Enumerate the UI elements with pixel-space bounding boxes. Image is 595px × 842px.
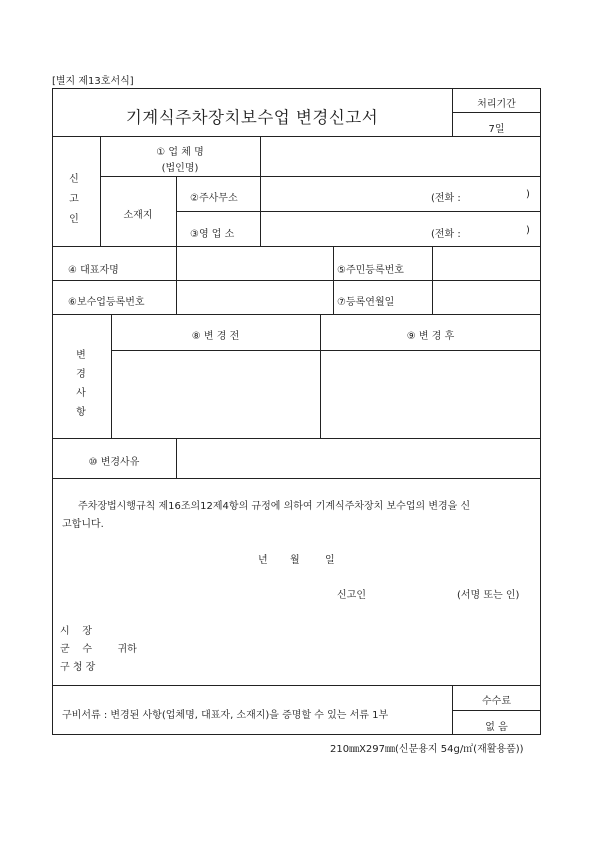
resident-number-label: ⑤주민등록번호 [337,265,404,276]
company-name-label: ① 업 체 명 [156,147,204,158]
representative-field[interactable] [177,247,332,279]
registration-date-field[interactable] [433,281,540,313]
business-phone-label: (전화 : [431,229,461,240]
office-phone-label: (전화 : [431,193,461,204]
statement-line-2: 고합니다. [62,519,104,530]
registration-date-label: ⑦등록연월일 [337,297,395,308]
after-change-label: ⑨ 변 경 후 [406,331,455,342]
addressee-line-1: 시 장 [60,626,93,637]
resident-number-field[interactable] [433,247,540,279]
before-change-label: ⑧ 변 경 전 [191,331,240,342]
addressee-line-3: 구 청 장 [60,662,96,673]
declarant-section-label: 신 고 인 [69,174,79,225]
business-phone-close: ) [526,225,530,236]
office-address-field[interactable] [261,177,421,211]
date-month-label: 월 [290,555,300,566]
change-reason-label: ⑩ 변경사유 [88,457,140,468]
office-label: ②주사무소 [190,193,238,204]
location-label: 소재지 [123,210,153,221]
changes-section-label: 변 경 사 항 [76,350,86,418]
fee-value: 없 음 [485,722,508,733]
paper-spec-note: 210㎜X297㎜(신문용지 54g/㎡(재활용품)) [330,744,524,755]
processing-period-label: 처리기간 [477,99,516,110]
after-change-field[interactable] [321,351,540,437]
company-name-sub-label: (법인명) [161,163,199,174]
processing-period-value: 7일 [488,124,505,135]
statement-line-1: 주차장법시행규칙 제16조의12제4항의 규정에 의하여 기계식주차장치 보수업의 변경을 신 [78,501,471,512]
declarant-signature-label: 신고인 [337,590,366,601]
business-place-label: ③영 업 소 [190,229,235,240]
before-change-field[interactable] [112,351,319,437]
fee-label: 수수료 [482,696,511,707]
repair-reg-number-label: ⑥보수업등록번호 [68,297,145,308]
representative-label: ④ 대표자명 [68,265,119,276]
required-documents: 구비서류 : 변경된 사항(업체명, 대표자, 소재지)을 증명할 수 있는 서류 1부 [62,710,389,721]
business-address-field[interactable] [261,212,421,245]
repair-reg-number-field[interactable] [177,281,332,313]
office-phone-close: ) [526,189,530,200]
form-label: [별지 제13호서식] [52,76,134,87]
date-year-label: 년 [258,555,268,566]
form-title: 기계식주차장치보수업 변경신고서 [125,108,379,127]
company-name-field[interactable] [261,137,540,175]
date-day-label: 일 [325,555,335,566]
signature-or-seal-label: (서명 또는 인) [457,590,520,601]
addressee-line-2: 군 수 귀하 [60,644,137,655]
change-reason-field[interactable] [177,439,540,477]
